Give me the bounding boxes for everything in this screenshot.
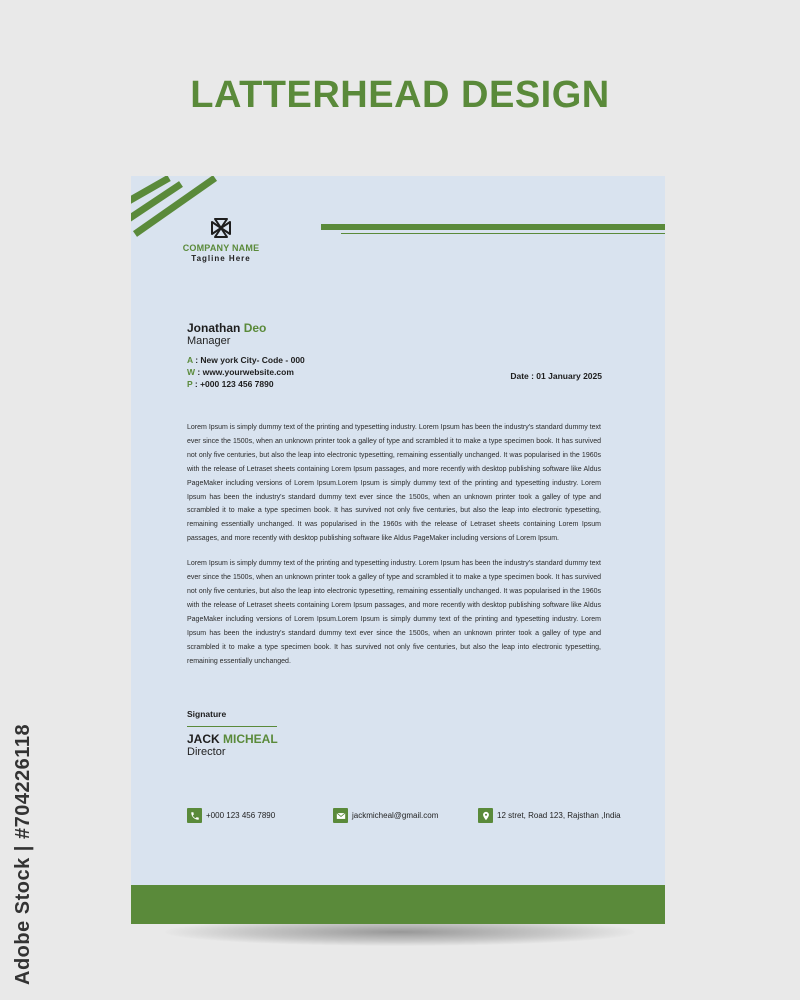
footer-phone-text: +000 123 456 7890	[206, 811, 276, 820]
phone-value: : +000 123 456 7890	[192, 379, 274, 389]
address-key: A	[187, 355, 193, 365]
company-name: COMPANY NAME	[182, 243, 260, 253]
sender-first-name: Jonathan	[187, 321, 241, 335]
footer-phone	[187, 808, 275, 823]
footer-address-text: 12 stret, Road 123, Rajsthan ,India	[497, 811, 621, 820]
footer-bar	[131, 885, 665, 924]
company-logo	[171, 216, 271, 263]
footer-contacts	[187, 808, 665, 824]
signature-label: Signature	[187, 709, 227, 719]
letter-date: Date : 01 January 2025	[510, 371, 602, 381]
signature-block	[187, 709, 278, 759]
signer-name	[187, 732, 278, 746]
location-pin-icon	[478, 808, 493, 823]
footer-address	[478, 808, 621, 823]
letter-body	[187, 421, 601, 679]
phone-line	[187, 378, 305, 390]
sender-role: Manager	[187, 335, 231, 347]
website-value: : www.yourwebsite.com	[195, 367, 294, 377]
body-paragraph: Lorem Ipsum is simply dummy text of the printing and typesetting industry. Lorem Ipsum has been the industry's standard dummy text ever since the 1500s, when an unknown printer took a galley of type and scrambled it to make a type specimen book. It has survived not only five centuries, but also the leap into electronic typesetting, remaining essentially unchanged. It was popularised in the 1960s with the release of Letraset sheets containing Lorem Ipsum passages, and more recently with desktop publishing software like Aldus PageMaker including versions of Lorem Ipsum.Lorem Ipsum is simply dummy text of the printing and typesetting industry. Lorem Ipsum has been the industry's standard dummy text ever since the 1500s, when an unknown printer took a galley of type and scrambled it to make a type specimen book. It has survived not only five centuries, but also the leap into electronic typesetting, remaining essentially unchanged.	[187, 560, 601, 665]
address-value: : New york City- Code - 000	[192, 355, 305, 365]
signer-last-name: MICHEAL	[223, 732, 278, 746]
footer-email	[333, 808, 438, 823]
letterhead-sheet	[131, 176, 665, 924]
stock-id-watermark: Adobe Stock | #704226118	[12, 723, 34, 985]
company-tagline: Tagline Here	[191, 254, 251, 263]
website-key: W	[187, 367, 196, 377]
body-paragraph: Lorem Ipsum is simply dummy text of the printing and typesetting industry. Lorem Ipsum has been the industry's standard dummy text ever since the 1500s, when an unknown printer took a galley of type and scrambled it to make a type specimen book. It has survived not only five centuries, but also the leap into electronic typesetting, remaining essentially unchanged. It was popularised in the 1960s with the release of Letraset sheets containing Lorem Ipsum passages, and more recently with desktop publishing software like Aldus PageMaker including versions of Lorem Ipsum.Lorem Ipsum is simply dummy text of the printing and typesetting industry. Lorem Ipsum has been the industry's standard dummy text ever since the 1500s, when an unknown printer took a galley of type and scrambled it to make a type specimen book. It has survived not only five centuries, but also the leap into electronic typesetting, remaining essentially unchanged. It was popularised in the 1960s with the release of Letraset sheets containing Lorem Ipsum passages, and more recently with desktop publishing software like Aldus PageMaker including versions of Lorem Ipsum.	[187, 424, 601, 543]
sender-contacts	[187, 354, 305, 390]
address-line	[187, 354, 305, 366]
footer-email-text: jackmicheal@gmail.com	[352, 811, 439, 820]
signature-line	[187, 726, 277, 727]
website-line	[187, 366, 305, 378]
logo-mark-icon	[209, 216, 233, 240]
mail-icon	[333, 808, 348, 823]
phone-key: P	[187, 379, 193, 389]
header-bar	[321, 224, 665, 230]
phone-icon	[187, 808, 202, 823]
page-heading: LATTERHEAD DESIGN	[190, 74, 610, 116]
signer-role: Director	[187, 746, 226, 758]
sender-last-name: Deo	[243, 321, 267, 335]
sender-name	[187, 321, 305, 335]
signer-first-name: JACK	[187, 732, 220, 746]
sender-block	[187, 321, 305, 390]
header-line	[341, 233, 665, 234]
